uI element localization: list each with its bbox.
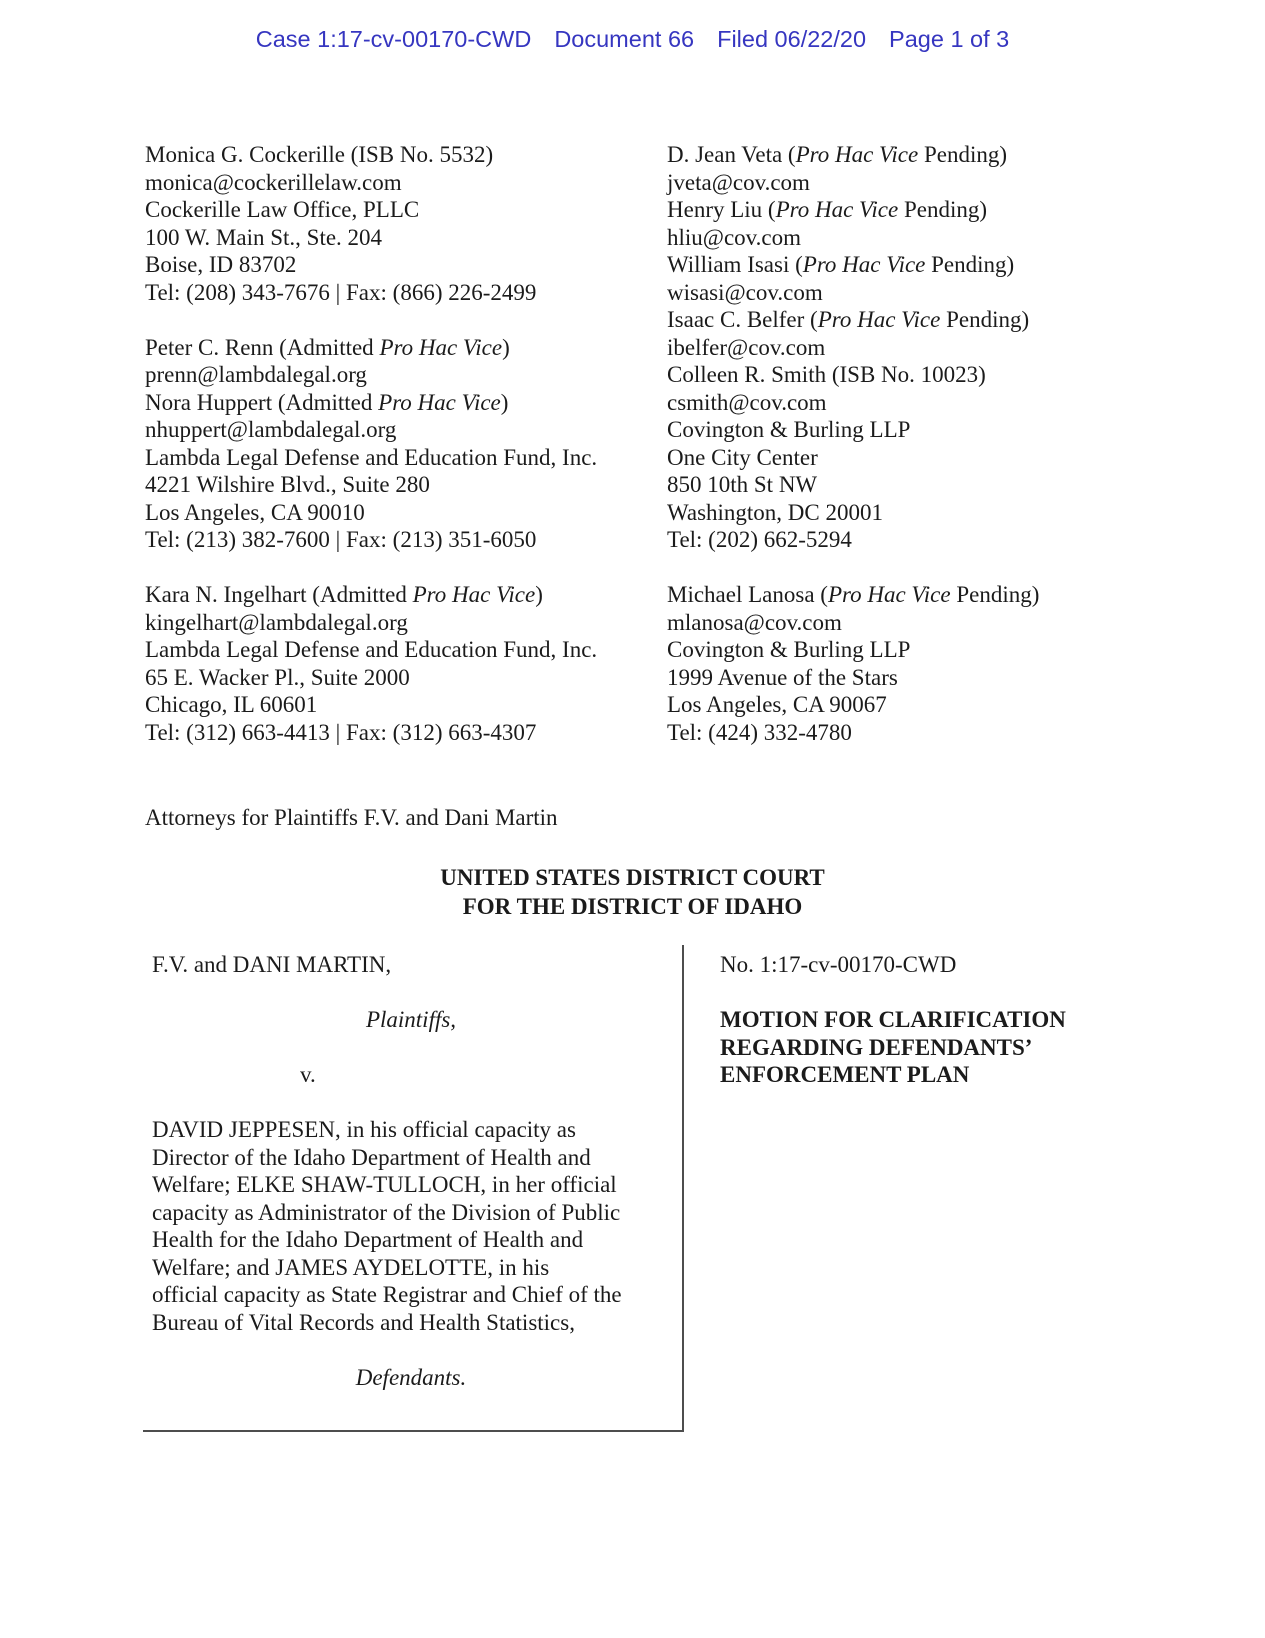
caption-left-cell <box>143 945 684 1432</box>
text-line: REGARDING DEFENDANTS’ <box>720 1034 1033 1060</box>
text-line: Page 1 of 3 <box>889 26 1010 52</box>
text-line: hliu@cov.com <box>667 224 802 250</box>
text-line: Michael Lanosa (Pro Hac Vice Pending) <box>667 582 1040 607</box>
attorney-block-lanosa <box>667 581 1085 746</box>
text-line: Boise, ID 83702 <box>145 252 297 277</box>
text-line: Tel: (202) 662-5294 <box>667 527 852 552</box>
text-line: Colleen R. Smith (ISB No. 10023) <box>667 362 986 387</box>
attorney-block-cockerille <box>145 141 667 306</box>
caption-plaintiffs-names: F.V. and DANI MARTIN, <box>152 952 392 977</box>
caption-plaintiffs-label: Plaintiffs, <box>365 1007 457 1032</box>
text-line: Health for the Idaho Department of Health and <box>152 1227 584 1252</box>
caption-right-cell <box>686 945 1086 1089</box>
attorney-column-left <box>145 141 667 774</box>
text-line: UNITED STATES DISTRICT COURT <box>440 865 825 890</box>
text-line: prenn@lambdalegal.org <box>145 362 367 387</box>
text-line: Kara N. Ingelhart (Admitted Pro Hac Vice) <box>145 582 543 607</box>
text-line: Los Angeles, CA 90067 <box>667 692 887 717</box>
caption-case-number: No. 1:17-cv-00170-CWD <box>720 952 957 977</box>
attorney-block-renn-huppert <box>145 334 667 554</box>
text-line: Los Angeles, CA 90010 <box>145 499 365 525</box>
text-line: D. Jean Veta (Pro Hac Vice Pending) <box>667 142 1008 167</box>
motion-title <box>720 1006 1086 1089</box>
text-line: FOR THE DISTRICT OF IDAHO <box>462 893 803 919</box>
text-line: mlanosa@cov.com <box>667 609 842 635</box>
text-line: Lambda Legal Defense and Education Fund, Inc. <box>145 444 598 470</box>
text-line: Filed 06/22/20 <box>717 26 867 52</box>
text-line: 65 E. Wacker Pl., Suite 2000 <box>145 664 410 690</box>
text-line: 850 10th St NW <box>667 472 818 497</box>
text-line: DAVID JEPPESEN, in his official capacity as <box>152 1117 576 1142</box>
attorney-listing <box>145 141 1085 774</box>
text-line: 1999 Avenue of the Stars <box>667 664 898 690</box>
text-line: Bureau of Vital Records and Health Statistics, <box>152 1309 575 1335</box>
court-title <box>0 864 1265 921</box>
text-line: jveta@cov.com <box>667 169 810 195</box>
caption-versus: v. <box>300 1062 316 1087</box>
text-line: Chicago, IL 60601 <box>145 692 318 717</box>
text-line: Peter C. Renn (Admitted Pro Hac Vice) <box>145 334 510 360</box>
text-line: Tel: (213) 382-7600 | Fax: (213) 351-6050 <box>145 527 537 552</box>
text-line: Document 66 <box>554 26 695 52</box>
text-line: MOTION FOR CLARIFICATION <box>720 1007 1066 1032</box>
text-line: Nora Huppert (Admitted Pro Hac Vice) <box>145 389 509 415</box>
text-line: kingelhart@lambdalegal.org <box>145 609 408 635</box>
attorney-block-covington-dc <box>667 141 1085 554</box>
text-line: Tel: (424) 332-4780 <box>667 719 852 745</box>
text-line: Tel: (208) 343-7676 | Fax: (866) 226-2499 <box>145 279 537 305</box>
text-line: 100 W. Main St., Ste. 204 <box>145 224 383 250</box>
text-line: Isaac C. Belfer (Pro Hac Vice Pending) <box>667 307 1030 332</box>
text-line: csmith@cov.com <box>667 389 827 415</box>
attorney-column-right <box>667 141 1085 774</box>
text-line: One City Center <box>667 444 818 470</box>
text-line: monica@cockerillelaw.com <box>145 169 402 195</box>
caption-defendants-names <box>152 1116 670 1336</box>
attorney-block-ingelhart <box>145 581 667 746</box>
text-line: Welfare; and JAMES AYDELOTTE, in his <box>152 1254 550 1280</box>
text-line: Lambda Legal Defense and Education Fund, Inc. <box>145 637 598 662</box>
text-line: William Isasi (Pro Hac Vice Pending) <box>667 252 1015 277</box>
text-line: Henry Liu (Pro Hac Vice Pending) <box>667 197 988 222</box>
case-stamp-header <box>0 26 1265 53</box>
text-line: Welfare; ELKE SHAW-TULLOCH, in her official <box>152 1172 617 1197</box>
text-line: Monica G. Cockerille (ISB No. 5532) <box>145 142 494 167</box>
text-line: Cockerille Law Office, PLLC <box>145 197 420 222</box>
text-line: official capacity as State Registrar and Chief of the <box>152 1282 622 1307</box>
caption-defendants-label: Defendants. <box>355 1364 467 1390</box>
text-line: capacity as Administrator of the Division of Public <box>152 1199 621 1225</box>
text-line: ibelfer@cov.com <box>667 334 826 360</box>
text-line: Washington, DC 20001 <box>667 499 884 525</box>
text-line: Case 1:17-cv-00170-CWD <box>255 26 532 52</box>
text-line: nhuppert@lambdalegal.org <box>145 417 397 442</box>
text-line: wisasi@cov.com <box>667 279 823 305</box>
text-line: Covington & Burling LLP <box>667 637 911 662</box>
text-line: Director of the Idaho Department of Health and <box>152 1144 591 1170</box>
text-line: ENFORCEMENT PLAN <box>720 1062 970 1087</box>
text-line: Tel: (312) 663-4413 | Fax: (312) 663-4307 <box>145 719 537 745</box>
text-line: Covington & Burling LLP <box>667 417 911 442</box>
text-line: 4221 Wilshire Blvd., Suite 280 <box>145 472 430 497</box>
attorneys-for-plaintiffs-note: Attorneys for Plaintiffs F.V. and Dani Martin <box>145 805 558 830</box>
